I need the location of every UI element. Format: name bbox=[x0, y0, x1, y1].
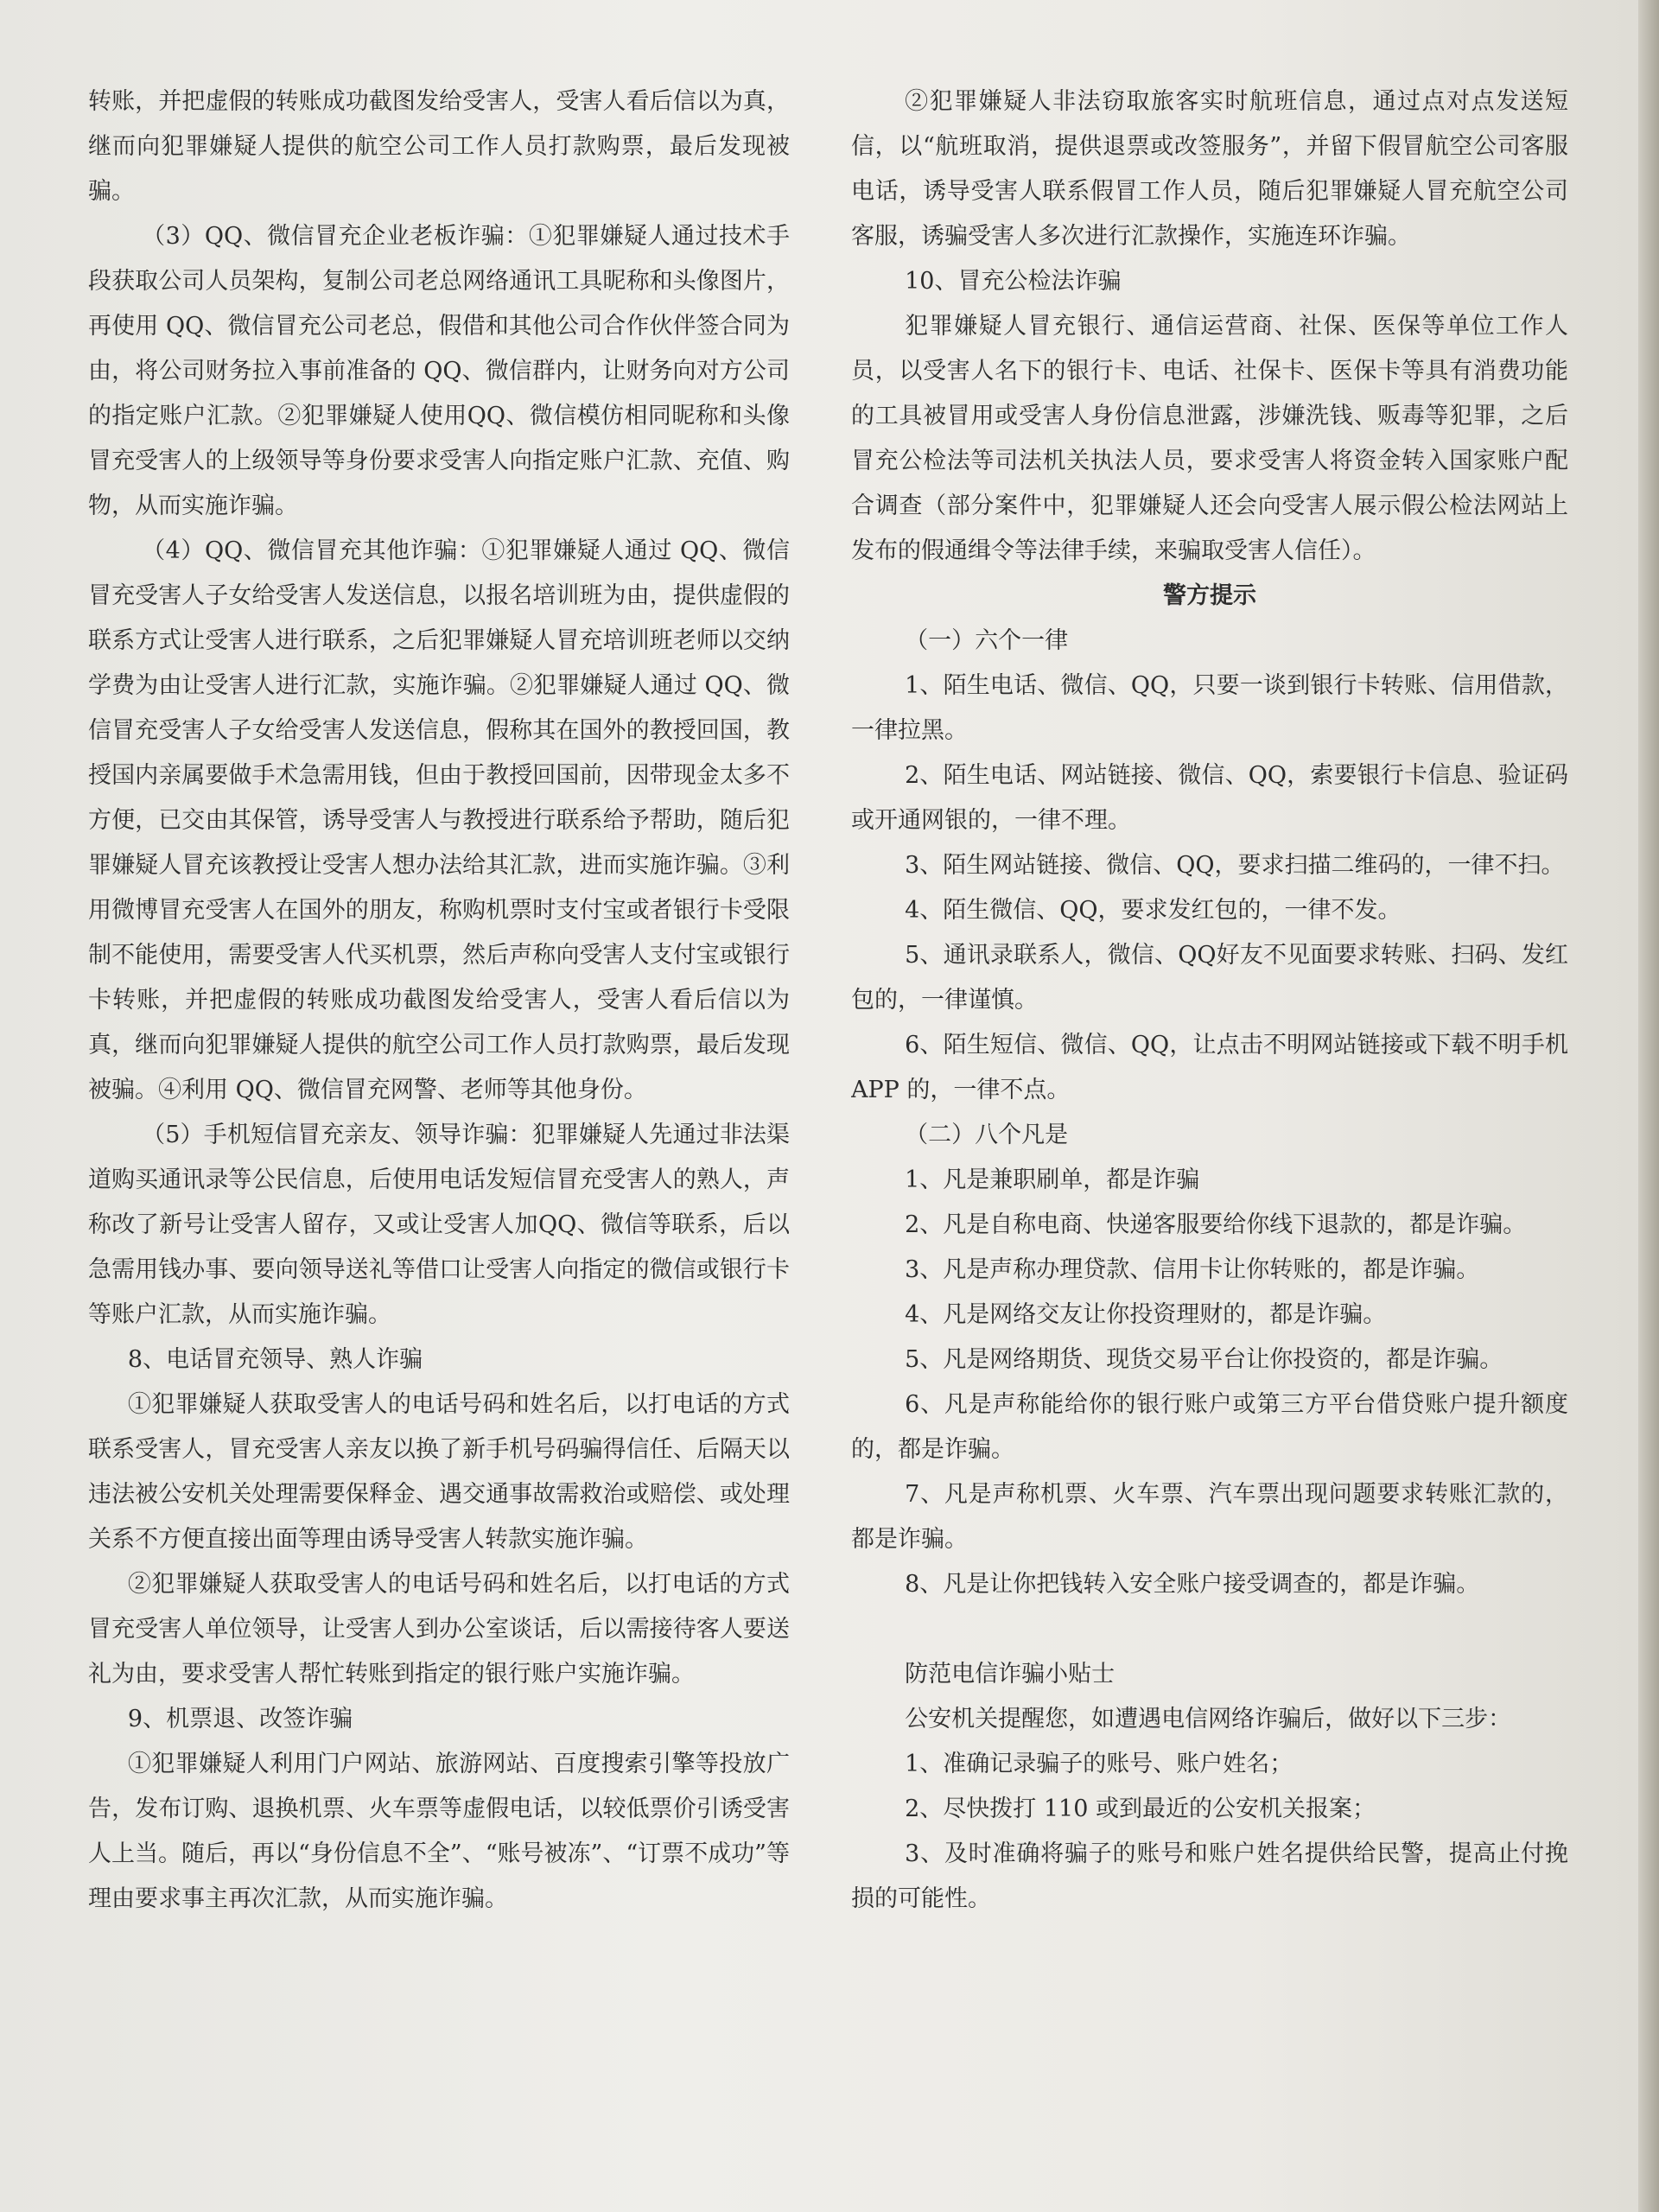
tips-heading: 防范电信诈骗小贴士 bbox=[905, 1661, 1116, 1688]
paragraph: 犯罪嫌疑人冒充银行、通信运营商、社保、医保等单位工作人员，以受害人名下的银行卡、电话、社保卡、医保卡等具有消费功能的工具被冒用或受害人身份信息泄露，涉嫌洗钱、贩毒等犯罪，之后冒充公检法等司法机关执法人员，要求受害人将资金转入国家账户配合调查（部分案件中，犯罪嫌疑人还会向受害人展示假公检法网站上发布的假通缉令等法律手续，来骗取受害人信任）。 bbox=[851, 313, 1568, 564]
police-tips-title: 警方提示 bbox=[1163, 582, 1256, 609]
right-column bbox=[851, 79, 1568, 2188]
list-item: 1、准确记录骗子的账号、账户姓名； bbox=[905, 1751, 1294, 1777]
paragraph: ①犯罪嫌疑人利用门户网站、旅游网站、百度搜索引擎等投放广告，发布订购、退换机票、火车票等虚假电话，以较低票价引诱受害人上当。随后，再以“身份信息不全”、“账号被冻”、“订票不成功”等理由要求事主再次汇款，从而实施诈骗。 bbox=[88, 1751, 790, 1912]
subsection-heading: （一）六个一律 bbox=[905, 627, 1069, 654]
paragraph: ①犯罪嫌疑人获取受害人的电话号码和姓名后，以打电话的方式联系受害人，冒充受害人亲友以换了新手机号码骗得信任、后隔天以违法被公安机关处理需要保释金、遇交通事故需救治或赔偿、或处理关系不方便直接出面等理由诱导受害人转款实施诈骗。 bbox=[88, 1391, 790, 1553]
left-column bbox=[88, 79, 790, 2188]
section-heading: 9、机票退、改签诈骗 bbox=[127, 1706, 353, 1732]
list-item: 3、陌生网站链接、微信、QQ，要求扫描二维码的，一律不扫。 bbox=[905, 852, 1565, 879]
list-item: 5、凡是网络期货、现货交易平台让你投资的，都是诈骗。 bbox=[905, 1346, 1503, 1373]
paragraph: ②犯罪嫌疑人获取受害人的电话号码和姓名后，以打电话的方式冒充受害人单位领导，让受害人到办公室谈话，后以需接待客人要送礼为由，要求受害人帮忙转账到指定的银行账户实施诈骗。 bbox=[88, 1571, 790, 1688]
list-item: 3、及时准确将骗子的账号和账户姓名提供给民警，提高止付挽损的可能性。 bbox=[851, 1840, 1568, 1912]
list-item: 6、陌生短信、微信、QQ，让点击不明网站链接或下载不明手机 APP 的，一律不点。 bbox=[851, 1032, 1568, 1103]
list-item: 2、陌生电话、网站链接、微信、QQ，索要银行卡信息、验证码或开通网银的，一律不理。 bbox=[851, 762, 1568, 834]
paragraph: （5）手机短信冒充亲友、领导诈骗：犯罪嫌疑人先通过非法渠道购买通讯录等公民信息，后使用电话发短信冒充受害人的熟人，声称改了新号让受害人留存，又或让受害人加QQ、微信等联系，后以急需用钱办事、要向领导送礼等借口让受害人向指定的微信或银行卡等账户汇款，从而实施诈骗。 bbox=[88, 1122, 790, 1328]
section-heading: 10、冒充公检法诈骗 bbox=[905, 268, 1122, 295]
section-heading: 8、电话冒充领导、熟人诈骗 bbox=[127, 1346, 423, 1373]
paragraph: 转账，并把虚假的转账成功截图发给受害人，受害人看后信以为真，继而向犯罪嫌疑人提供的航空公司工作人员打款购票，最后发现被骗。 bbox=[88, 88, 790, 205]
list-item: 6、凡是声称能给你的银行账户或第三方平台借贷账户提升额度的，都是诈骗。 bbox=[851, 1391, 1568, 1463]
page-shadow-edge bbox=[1638, 0, 1659, 2212]
list-item: 4、陌生微信、QQ，要求发红包的，一律不发。 bbox=[905, 897, 1402, 924]
paragraph: （3）QQ、微信冒充企业老板诈骗：①犯罪嫌疑人通过技术手段获取公司人员架构，复制公司老总网络通讯工具昵称和头像图片，再使用 QQ、微信冒充公司老总，假借和其他公司合作伙伴签合同为由，将公司财务拉入事前准备的 QQ、微信群内，让财务向对方公司的指定账户汇款。②犯罪嫌疑人使用QQ、微信模仿相同昵称和头像冒充受害人的上级领导等身份要求受害人向指定账户汇款、充值、购物，从而实施诈骗。 bbox=[88, 223, 790, 519]
list-item: 1、凡是兼职刷单，都是诈骗 bbox=[905, 1166, 1200, 1193]
spacer bbox=[851, 1607, 1568, 1652]
list-item: 7、凡是声称机票、火车票、汽车票出现问题要求转账汇款的，都是诈骗。 bbox=[851, 1481, 1568, 1553]
list-item: 8、凡是让你把钱转入安全账户接受调查的，都是诈骗。 bbox=[905, 1571, 1480, 1598]
list-item: 2、凡是自称电商、快递客服要给你线下退款的，都是诈骗。 bbox=[905, 1211, 1527, 1238]
list-item: 5、通讯录联系人，微信、QQ好友不见面要求转账、扫码、发红包的，一律谨慎。 bbox=[851, 942, 1568, 1014]
paragraph: （4）QQ、微信冒充其他诈骗：①犯罪嫌疑人通过 QQ、微信冒充受害人子女给受害人发送信息，以报名培训班为由，提供虚假的联系方式让受害人进行联系，之后犯罪嫌疑人冒充培训班老师以交纳学费为由让受害人进行汇款，实施诈骗。②犯罪嫌疑人通过 QQ、微信冒充受害人子女给受害人发送信息，假称其在国外的教授回国，教授国内亲属要做手术急需用钱，但由于教授回国前，因带现金太多不方便，已交由其保管，诱导受害人与教授进行联系给予帮助，随后犯罪嫌疑人冒充该教授让受害人想办法给其汇款，进而实施诈骗。③利用微博冒充受害人在国外的朋友，称购机票时支付宝或者银行卡受限制不能使用，需要受害人代买机票，然后声称向受害人支付宝或银行卡转账，并把虚假的转账成功截图发给受害人，受害人看后信以为真，继而向犯罪嫌疑人提供的航空公司工作人员打款购票，最后发现被骗。④利用 QQ、微信冒充网警、老师等其他身份。 bbox=[88, 537, 790, 1103]
list-item: 2、尽快拨打 110 或到最近的公安机关报案； bbox=[905, 1796, 1376, 1822]
list-item: 3、凡是声称办理贷款、信用卡让你转账的，都是诈骗。 bbox=[905, 1256, 1480, 1283]
subsection-heading: （二）八个凡是 bbox=[905, 1122, 1069, 1148]
list-item: 1、陌生电话、微信、QQ，只要一谈到银行卡转账、信用借款，一律拉黑。 bbox=[851, 672, 1568, 744]
paragraph: 公安机关提醒您，如遭遇电信网络诈骗后，做好以下三步： bbox=[905, 1706, 1512, 1732]
paragraph: ②犯罪嫌疑人非法窃取旅客实时航班信息，通过点对点发送短信，以“航班取消，提供退票或改签服务”，并留下假冒航空公司客服电话，诱导受害人联系假冒工作人员，随后犯罪嫌疑人冒充航空公司客服，诱骗受害人多次进行汇款操作，实施连环诈骗。 bbox=[851, 88, 1568, 250]
list-item: 4、凡是网络交友让你投资理财的，都是诈骗。 bbox=[905, 1301, 1387, 1328]
